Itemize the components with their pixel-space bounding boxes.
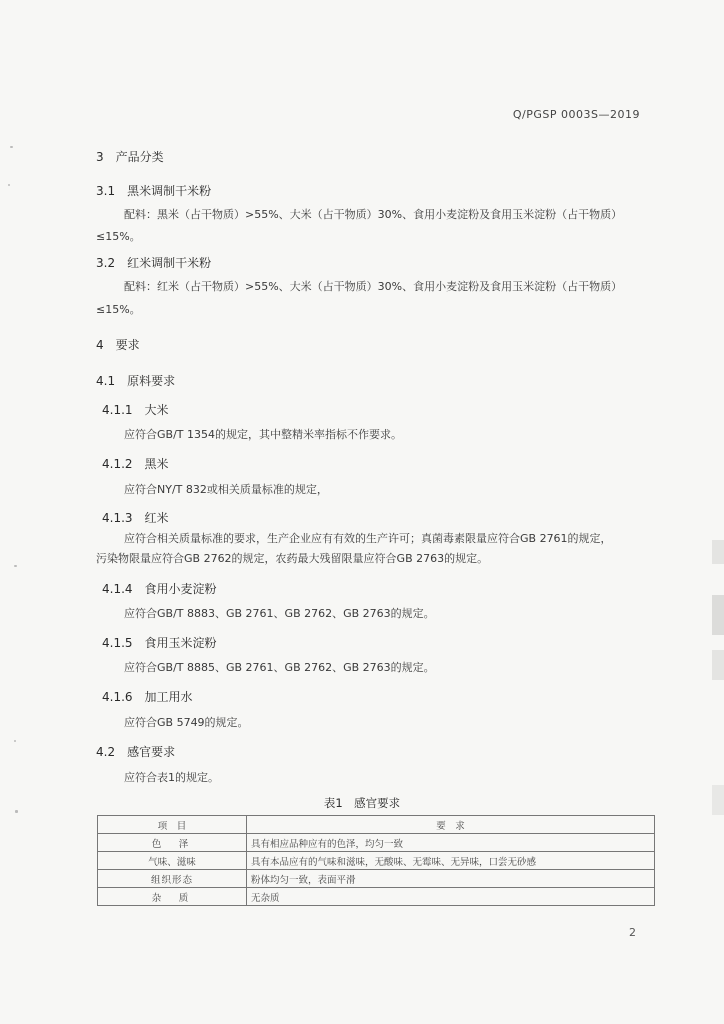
table-header-item: 项 目 [98, 816, 247, 834]
section-3-1-text-line1: 配料：黑米（占干物质）>55%、大米（占干物质）30%、食用小麦淀粉及食用玉米淀粉（占干物质） [124, 208, 623, 221]
section-3-2-text-line2: ≤15%。 [96, 303, 141, 316]
section-4-2-text: 应符合表1的规定。 [124, 771, 219, 784]
table-cell-requirement: 粉体均匀一致，表面平滑 [247, 870, 655, 888]
section-4-1-4-text: 应符合GB/T 8883、GB 2761、GB 2762、GB 2763的规定。 [124, 607, 435, 620]
table-cell-item: 气味、滋味 [98, 852, 247, 870]
scan-speck [14, 740, 16, 742]
section-4-1-3-text-line2: 污染物限量应符合GB 2762的规定，农药最大残留限量应符合GB 2763的规定。 [96, 552, 489, 565]
section-4-1-6-text: 应符合GB 5749的规定。 [124, 716, 249, 729]
section-3-2-text-line1: 配料：红米（占干物质）>55%、大米（占干物质）30%、食用小麦淀粉及食用玉米淀粉（占干物质） [124, 280, 623, 293]
table-row [98, 834, 655, 852]
table-header-requirement: 要 求 [247, 816, 655, 834]
scan-edge-mark [712, 650, 724, 680]
table-cell-requirement: 无杂质 [247, 888, 655, 906]
section-4-1-3-text-line1: 应符合相关质量标准的要求，生产企业应有有效的生产许可；真菌毒素限量应符合GB 2761的规定， [124, 532, 612, 545]
table-caption: 表1 感官要求 [323, 796, 401, 810]
table-row [98, 852, 655, 870]
scan-speck [14, 565, 17, 567]
section-4-1-2-heading: 4.1.2 黑米 [102, 457, 169, 471]
section-3-1-text-line2: ≤15%。 [96, 230, 141, 243]
scan-edge-mark [712, 785, 724, 815]
section-3-2-heading: 3.2 红米调制干米粉 [96, 256, 212, 270]
scan-speck [8, 184, 10, 186]
section-4-1-heading: 4.1 原料要求 [96, 374, 176, 388]
section-3-heading: 3 产品分类 [96, 150, 164, 164]
table-cell-requirement: 具有本品应有的气味和滋味，无酸味、无霉味、无异味，口尝无砂感 [247, 852, 655, 870]
table-cell-requirement: 具有相应品种应有的色泽，均匀一致 [247, 834, 655, 852]
table-cell-item: 杂 质 [98, 888, 247, 906]
section-4-heading: 4 要求 [96, 338, 140, 352]
document-number: Q/PGSP 0003S—2019 [512, 108, 640, 121]
section-4-1-1-heading: 4.1.1 大米 [102, 403, 169, 417]
section-4-1-3-heading: 4.1.3 红米 [102, 511, 169, 525]
table-row [98, 888, 655, 906]
scan-edge-mark [712, 540, 724, 564]
scan-edge-mark [712, 595, 724, 635]
section-4-1-4-heading: 4.1.4 食用小麦淀粉 [102, 582, 217, 596]
table-header-row [98, 816, 655, 834]
page-number: 2 [629, 926, 636, 939]
section-4-1-2-text: 应符合NY/T 832或相关质量标准的规定， [124, 483, 328, 496]
sensory-requirements-table [97, 815, 655, 906]
table-row [98, 870, 655, 888]
section-4-1-6-heading: 4.1.6 加工用水 [102, 690, 193, 704]
section-4-1-5-text: 应符合GB/T 8885、GB 2761、GB 2762、GB 2763的规定。 [124, 661, 435, 674]
table-cell-item: 组织形态 [98, 870, 247, 888]
section-4-1-1-text: 应符合GB/T 1354的规定，其中整精米率指标不作要求。 [124, 428, 402, 441]
scan-speck [15, 810, 18, 813]
section-4-2-heading: 4.2 感官要求 [96, 745, 176, 759]
scan-speck [10, 146, 13, 148]
table-cell-item: 色 泽 [98, 834, 247, 852]
section-4-1-5-heading: 4.1.5 食用玉米淀粉 [102, 636, 217, 650]
section-3-1-heading: 3.1 黑米调制干米粉 [96, 184, 212, 198]
